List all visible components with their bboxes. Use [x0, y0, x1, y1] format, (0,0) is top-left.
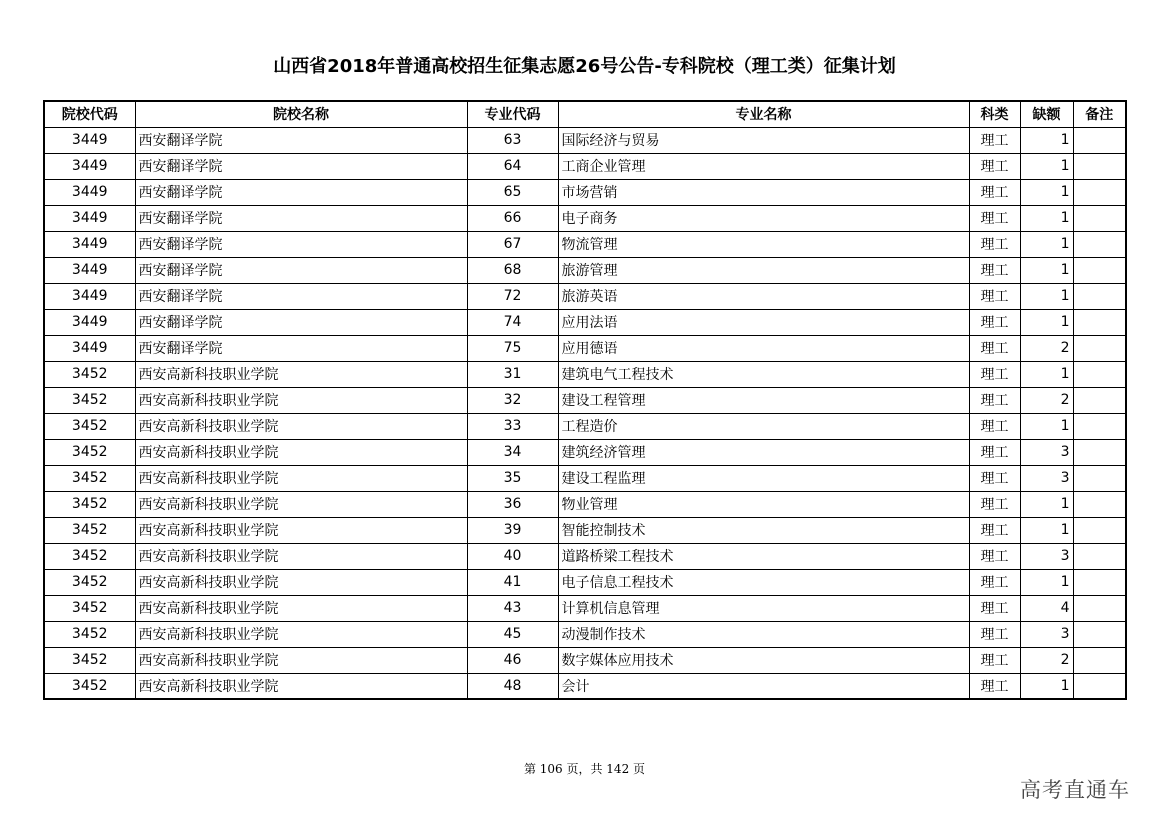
cell-vacancy: 2: [1020, 647, 1073, 673]
cell-category: 理工: [969, 595, 1020, 621]
cell-category: 理工: [969, 361, 1020, 387]
cell-school-name: 西安高新科技职业学院: [135, 361, 467, 387]
cell-school-code: 3452: [44, 569, 135, 595]
cell-major-code: 35: [467, 465, 558, 491]
cell-major-code: 39: [467, 517, 558, 543]
page-footer: 第 106 页，共 142 页: [523, 762, 646, 776]
cell-school-code: 3452: [44, 673, 135, 699]
table-row: [44, 491, 1126, 517]
cell-vacancy: 2: [1020, 335, 1073, 361]
table-row: [44, 517, 1126, 543]
watermark-text: 高考直通车: [1020, 778, 1130, 802]
table-row: [44, 569, 1126, 595]
cell-major-name: 电子信息工程技术: [558, 569, 969, 595]
cell-vacancy: 1: [1020, 569, 1073, 595]
cell-vacancy: 1: [1020, 673, 1073, 699]
cell-school-name: 西安翻译学院: [135, 205, 467, 231]
cell-school-code: 3452: [44, 647, 135, 673]
enrollment-plan-table: [43, 100, 1127, 700]
cell-remark: [1073, 465, 1126, 491]
table-row: [44, 257, 1126, 283]
cell-major-code: 64: [467, 153, 558, 179]
cell-major-code: 66: [467, 205, 558, 231]
cell-category: 理工: [969, 439, 1020, 465]
table-row: [44, 439, 1126, 465]
cell-category: 理工: [969, 179, 1020, 205]
cell-vacancy: 4: [1020, 595, 1073, 621]
cell-major-name: 应用法语: [558, 309, 969, 335]
cell-major-code: 41: [467, 569, 558, 595]
cell-major-code: 46: [467, 647, 558, 673]
cell-school-code: 3452: [44, 387, 135, 413]
cell-school-code: 3452: [44, 543, 135, 569]
cell-school-name: 西安翻译学院: [135, 153, 467, 179]
header-major-name: 专业名称: [558, 101, 969, 127]
cell-vacancy: 3: [1020, 543, 1073, 569]
cell-category: 理工: [969, 491, 1020, 517]
cell-major-code: 43: [467, 595, 558, 621]
cell-category: 理工: [969, 647, 1020, 673]
cell-major-name: 物流管理: [558, 231, 969, 257]
cell-remark: [1073, 621, 1126, 647]
table-row: [44, 543, 1126, 569]
cell-school-code: 3449: [44, 335, 135, 361]
cell-major-code: 65: [467, 179, 558, 205]
cell-major-name: 数字媒体应用技术: [558, 647, 969, 673]
cell-remark: [1073, 257, 1126, 283]
cell-category: 理工: [969, 335, 1020, 361]
cell-remark: [1073, 647, 1126, 673]
cell-school-code: 3449: [44, 257, 135, 283]
table-row: [44, 335, 1126, 361]
cell-remark: [1073, 387, 1126, 413]
header-school-code: 院校代码: [44, 101, 135, 127]
cell-vacancy: 1: [1020, 517, 1073, 543]
cell-remark: [1073, 127, 1126, 153]
table-row: [44, 465, 1126, 491]
cell-school-code: 3452: [44, 413, 135, 439]
cell-major-code: 31: [467, 361, 558, 387]
cell-remark: [1073, 205, 1126, 231]
cell-school-code: 3452: [44, 361, 135, 387]
cell-school-code: 3449: [44, 179, 135, 205]
header-school-name: 院校名称: [135, 101, 467, 127]
cell-school-name: 西安翻译学院: [135, 309, 467, 335]
cell-major-code: 63: [467, 127, 558, 153]
cell-school-name: 西安高新科技职业学院: [135, 413, 467, 439]
cell-remark: [1073, 179, 1126, 205]
cell-school-name: 西安翻译学院: [135, 257, 467, 283]
cell-major-name: 建设工程监理: [558, 465, 969, 491]
cell-vacancy: 3: [1020, 465, 1073, 491]
cell-school-code: 3452: [44, 517, 135, 543]
cell-school-name: 西安高新科技职业学院: [135, 673, 467, 699]
cell-remark: [1073, 335, 1126, 361]
cell-category: 理工: [969, 231, 1020, 257]
cell-major-name: 建筑经济管理: [558, 439, 969, 465]
page-title: 山西省2018年普通高校招生征集志愿26号公告-专科院校（理工类）征集计划: [273, 56, 896, 77]
table-row: [44, 361, 1126, 387]
cell-school-name: 西安高新科技职业学院: [135, 569, 467, 595]
header-vacancy: 缺额: [1020, 101, 1073, 127]
cell-school-name: 西安高新科技职业学院: [135, 621, 467, 647]
cell-category: 理工: [969, 621, 1020, 647]
cell-major-code: 68: [467, 257, 558, 283]
cell-major-code: 48: [467, 673, 558, 699]
cell-school-name: 西安翻译学院: [135, 231, 467, 257]
cell-vacancy: 1: [1020, 361, 1073, 387]
cell-school-code: 3449: [44, 231, 135, 257]
cell-vacancy: 1: [1020, 127, 1073, 153]
cell-category: 理工: [969, 127, 1020, 153]
cell-vacancy: 1: [1020, 413, 1073, 439]
cell-major-code: 72: [467, 283, 558, 309]
cell-major-code: 75: [467, 335, 558, 361]
cell-major-name: 工商企业管理: [558, 153, 969, 179]
cell-major-code: 34: [467, 439, 558, 465]
cell-major-code: 67: [467, 231, 558, 257]
cell-remark: [1073, 361, 1126, 387]
cell-major-name: 建筑电气工程技术: [558, 361, 969, 387]
cell-vacancy: 1: [1020, 257, 1073, 283]
cell-remark: [1073, 569, 1126, 595]
table-row: [44, 205, 1126, 231]
cell-major-name: 道路桥梁工程技术: [558, 543, 969, 569]
cell-major-name: 会计: [558, 673, 969, 699]
cell-vacancy: 3: [1020, 439, 1073, 465]
table-row: [44, 179, 1126, 205]
cell-school-code: 3452: [44, 465, 135, 491]
cell-major-name: 智能控制技术: [558, 517, 969, 543]
cell-major-code: 36: [467, 491, 558, 517]
cell-school-code: 3452: [44, 491, 135, 517]
header-major-code: 专业代码: [467, 101, 558, 127]
cell-major-name: 旅游管理: [558, 257, 969, 283]
cell-major-name: 国际经济与贸易: [558, 127, 969, 153]
cell-school-code: 3452: [44, 595, 135, 621]
cell-category: 理工: [969, 673, 1020, 699]
cell-school-name: 西安高新科技职业学院: [135, 543, 467, 569]
table-header-row: [44, 101, 1126, 127]
cell-remark: [1073, 543, 1126, 569]
cell-vacancy: 1: [1020, 283, 1073, 309]
cell-vacancy: 1: [1020, 205, 1073, 231]
cell-major-code: 74: [467, 309, 558, 335]
cell-school-name: 西安翻译学院: [135, 179, 467, 205]
table-row: [44, 413, 1126, 439]
cell-remark: [1073, 231, 1126, 257]
cell-remark: [1073, 153, 1126, 179]
cell-school-code: 3449: [44, 127, 135, 153]
cell-major-code: 32: [467, 387, 558, 413]
cell-vacancy: 1: [1020, 179, 1073, 205]
table-row: [44, 283, 1126, 309]
cell-school-name: 西安高新科技职业学院: [135, 517, 467, 543]
cell-school-code: 3452: [44, 621, 135, 647]
cell-major-name: 电子商务: [558, 205, 969, 231]
cell-major-name: 物业管理: [558, 491, 969, 517]
table-row: [44, 309, 1126, 335]
table-row: [44, 127, 1126, 153]
table-row: [44, 231, 1126, 257]
cell-school-name: 西安翻译学院: [135, 335, 467, 361]
cell-category: 理工: [969, 517, 1020, 543]
cell-school-name: 西安高新科技职业学院: [135, 491, 467, 517]
cell-category: 理工: [969, 465, 1020, 491]
cell-major-name: 应用德语: [558, 335, 969, 361]
cell-major-name: 旅游英语: [558, 283, 969, 309]
cell-category: 理工: [969, 569, 1020, 595]
cell-school-name: 西安翻译学院: [135, 127, 467, 153]
cell-remark: [1073, 517, 1126, 543]
cell-remark: [1073, 309, 1126, 335]
cell-school-name: 西安高新科技职业学院: [135, 595, 467, 621]
cell-major-name: 工程造价: [558, 413, 969, 439]
table-row: [44, 647, 1126, 673]
cell-major-code: 40: [467, 543, 558, 569]
cell-remark: [1073, 283, 1126, 309]
cell-vacancy: 1: [1020, 309, 1073, 335]
cell-category: 理工: [969, 153, 1020, 179]
cell-remark: [1073, 491, 1126, 517]
table-row: [44, 153, 1126, 179]
cell-vacancy: 3: [1020, 621, 1073, 647]
cell-vacancy: 1: [1020, 491, 1073, 517]
cell-vacancy: 1: [1020, 231, 1073, 257]
cell-remark: [1073, 595, 1126, 621]
cell-category: 理工: [969, 413, 1020, 439]
cell-category: 理工: [969, 205, 1020, 231]
cell-major-code: 33: [467, 413, 558, 439]
cell-major-code: 45: [467, 621, 558, 647]
cell-remark: [1073, 673, 1126, 699]
cell-school-name: 西安高新科技职业学院: [135, 647, 467, 673]
cell-school-name: 西安翻译学院: [135, 283, 467, 309]
table-row: [44, 595, 1126, 621]
cell-school-code: 3449: [44, 283, 135, 309]
cell-school-code: 3449: [44, 153, 135, 179]
cell-category: 理工: [969, 257, 1020, 283]
header-remark: 备注: [1073, 101, 1126, 127]
header-category: 科类: [969, 101, 1020, 127]
cell-major-name: 动漫制作技术: [558, 621, 969, 647]
cell-category: 理工: [969, 387, 1020, 413]
cell-school-name: 西安高新科技职业学院: [135, 439, 467, 465]
table-row: [44, 673, 1126, 699]
cell-school-code: 3452: [44, 439, 135, 465]
cell-category: 理工: [969, 309, 1020, 335]
cell-major-name: 市场营销: [558, 179, 969, 205]
cell-vacancy: 1: [1020, 153, 1073, 179]
cell-vacancy: 2: [1020, 387, 1073, 413]
cell-category: 理工: [969, 283, 1020, 309]
cell-category: 理工: [969, 543, 1020, 569]
cell-remark: [1073, 439, 1126, 465]
cell-remark: [1073, 413, 1126, 439]
cell-major-name: 建设工程管理: [558, 387, 969, 413]
cell-major-name: 计算机信息管理: [558, 595, 969, 621]
table-row: [44, 387, 1126, 413]
cell-school-name: 西安高新科技职业学院: [135, 465, 467, 491]
cell-school-code: 3449: [44, 205, 135, 231]
table-row: [44, 621, 1126, 647]
cell-school-name: 西安高新科技职业学院: [135, 387, 467, 413]
cell-school-code: 3449: [44, 309, 135, 335]
